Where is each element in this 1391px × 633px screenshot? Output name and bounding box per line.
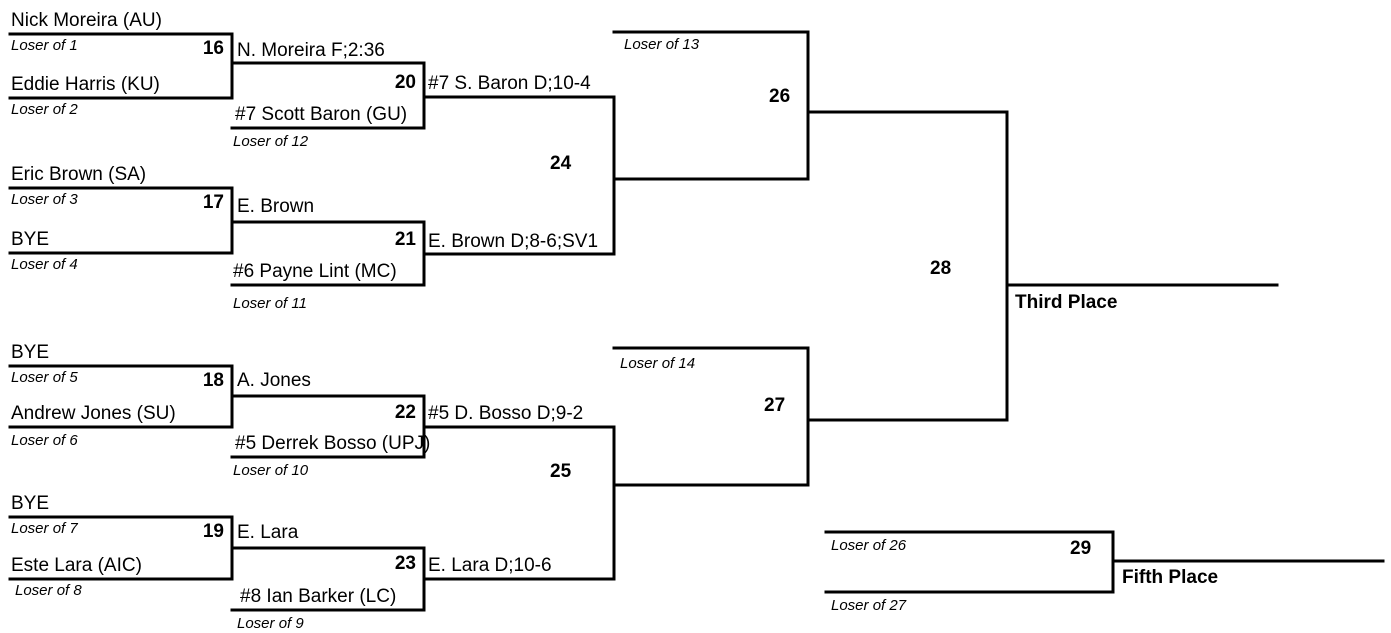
winner-result: #7 S. Baron D;10-4 bbox=[428, 73, 591, 94]
winner-result: E. Brown bbox=[237, 196, 315, 217]
feeder-label: Loser of 26 bbox=[831, 537, 907, 554]
bout-number: 21 bbox=[394, 229, 416, 250]
winner-result: E. Lara bbox=[237, 522, 299, 543]
bout-number: 27 bbox=[764, 395, 786, 416]
feeder-label: Loser of 3 bbox=[11, 191, 78, 208]
feeder-label: Loser of 10 bbox=[233, 462, 309, 479]
feeder-label: Loser of 14 bbox=[620, 355, 696, 372]
bout-number: 20 bbox=[394, 72, 416, 93]
bout-number: 28 bbox=[930, 258, 952, 279]
bout-28-lines bbox=[1007, 112, 1277, 420]
wrestler-name: #6 Payne Lint (MC) bbox=[233, 261, 397, 282]
wrestler-name: Eddie Harris (KU) bbox=[11, 74, 160, 95]
wrestler-name: BYE bbox=[11, 342, 50, 363]
fifth-place-label: Fifth Place bbox=[1122, 567, 1219, 588]
winner-result: #5 D. Bosso D;9-2 bbox=[428, 403, 584, 424]
bout-24-lines bbox=[614, 97, 808, 254]
bout-29-lines bbox=[826, 532, 1383, 592]
bout-number: 18 bbox=[202, 370, 224, 391]
feeder-label: Loser of 8 bbox=[15, 582, 82, 599]
feeder-label: Loser of 7 bbox=[11, 520, 78, 537]
bout-number: 25 bbox=[550, 461, 572, 482]
feeder-label: Loser of 6 bbox=[11, 432, 78, 449]
third-place-label: Third Place bbox=[1015, 292, 1118, 313]
wrestler-name: Nick Moreira (AU) bbox=[11, 10, 162, 31]
feeder-label: Loser of 1 bbox=[11, 37, 78, 54]
wrestler-name: BYE bbox=[11, 493, 50, 514]
bout-number: 29 bbox=[1070, 538, 1092, 559]
wrestler-name: BYE bbox=[11, 229, 50, 250]
winner-result: A. Jones bbox=[237, 370, 311, 391]
bout-number: 23 bbox=[394, 553, 416, 574]
bout-number: 19 bbox=[202, 521, 224, 542]
wrestler-name: Eric Brown (SA) bbox=[11, 164, 147, 185]
bout-number: 16 bbox=[202, 38, 224, 59]
feeder-label: Loser of 9 bbox=[237, 615, 304, 632]
feeder-label: Loser of 27 bbox=[831, 597, 907, 614]
wrestler-name: #5 Derrek Bosso (UPJ) bbox=[235, 433, 431, 454]
feeder-label: Loser of 4 bbox=[11, 256, 78, 273]
winner-result: E. Brown D;8-6;SV1 bbox=[428, 231, 599, 252]
wrestler-name: #8 Ian Barker (LC) bbox=[240, 586, 397, 607]
feeder-label: Loser of 13 bbox=[624, 36, 700, 53]
bout-number: 22 bbox=[394, 402, 416, 423]
feeder-label: Loser of 5 bbox=[11, 369, 78, 386]
wrestler-name: Este Lara (AIC) bbox=[11, 555, 142, 576]
bout-26-lines bbox=[614, 32, 1007, 179]
wrestler-name: #7 Scott Baron (GU) bbox=[235, 104, 408, 125]
feeder-label: Loser of 11 bbox=[233, 295, 307, 312]
winner-result: N. Moreira F;2:36 bbox=[237, 40, 385, 61]
bout-number: 24 bbox=[550, 153, 572, 174]
winner-result: E. Lara D;10-6 bbox=[428, 555, 552, 576]
bout-number: 17 bbox=[202, 192, 224, 213]
feeder-label: Loser of 2 bbox=[11, 101, 78, 118]
bout-number: 26 bbox=[769, 86, 791, 107]
bout-25-lines bbox=[614, 427, 808, 579]
wrestler-name: Andrew Jones (SU) bbox=[11, 403, 176, 424]
feeder-label: Loser of 12 bbox=[233, 133, 309, 150]
